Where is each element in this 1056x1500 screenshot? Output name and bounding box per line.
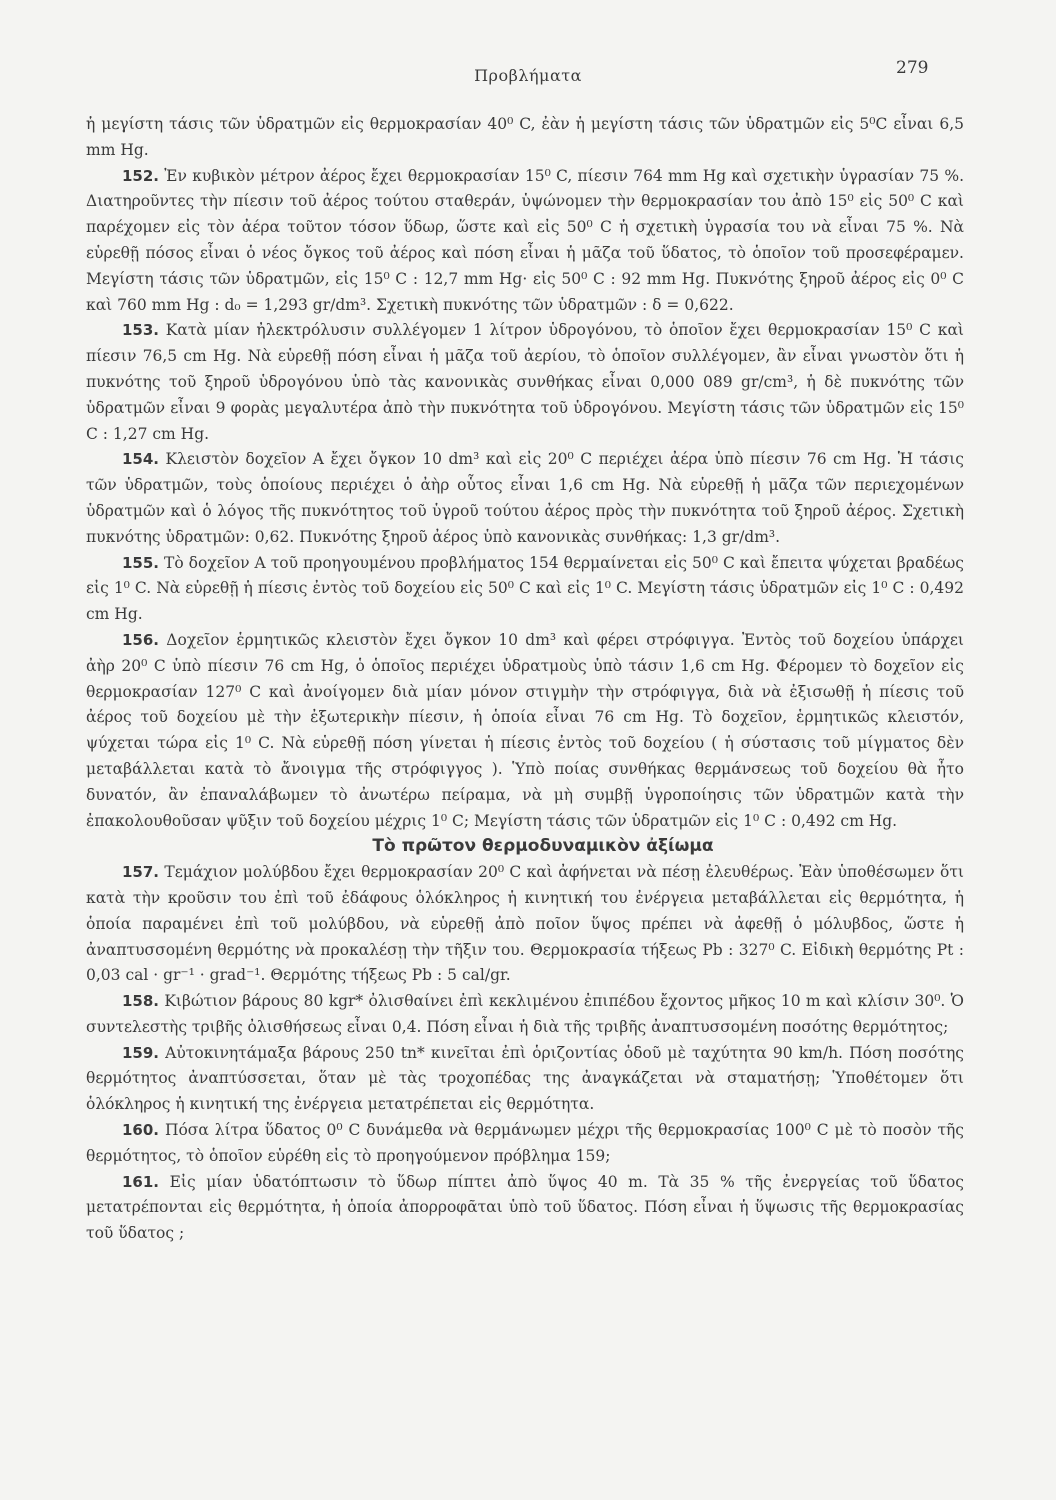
section-title: Τὸ πρῶτον θερμοδυναμικὸν ἀξίωμα — [372, 836, 714, 857]
problem-151-tail: ἡ μεγίστη τάσις τῶν ὑδρατμῶν εἰς θερμοκρασίαν 40⁰ C, ἐὰν ἡ μεγίστη τάσις τῶν ὑδρατμῶν εἰς 5⁰C εἶναι 6,5 mm Hg. — [86, 115, 964, 159]
page-body — [86, 112, 964, 1247]
problem-text: Κατὰ μίαν ἠλεκτρόλυσιν συλλέγομεν 1 λίτρον ὑδρογόνου, τὸ ὁποῖον ἔχει θερμοκρασίαν 15⁰ C καὶ πίεσιν 76,5 cm Hg. Νὰ εὑρεθῇ πόση εἶναι ἡ μᾶζα τοῦ ἀερίου, τὸ ὁποῖον συλλέγομεν, ἂν εἶναι γνωστὸν ὅτι ἡ πυκνότης τοῦ ξηροῦ ὑδρογόνου ὑπὸ τὰς κανονικὰς συνθήκας εἶναι 0,000 089 gr/cm³, ἡ δὲ πυκνότης τῶν ὑδρατμῶν εἶναι 9 φορὰς μεγαλυτέρα ἀπὸ τὴν πυκνότητα τοῦ ὑδρογόνου. Μεγίστη τάσις τῶν ὑδρατμῶν εἰς 15⁰ C : 1,27 cm Hg. — [86, 321, 964, 443]
page-number: 279 — [896, 58, 929, 78]
problem-number: 160. — [122, 1121, 160, 1140]
running-head: Προβλήματα — [474, 66, 582, 85]
problem-161 — [86, 1170, 964, 1247]
problem-number: 158. — [122, 992, 160, 1011]
problem-text: Ἐν κυβικὸν μέτρον ἀέρος ἔχει θερμοκρασίαν 15⁰ C, πίεσιν 764 mm Hg καὶ σχετικὴν ὑγρασίαν 75 %. Διατηροῦντες τὴν πίεσιν τοῦ ἀέρος τούτου σταθεράν, ὑψώνομεν τὴν θερμοκρασίαν του ἀπὸ 15⁰ εἰς 50⁰ C καὶ παρέχομεν εἰς τὸν ἀέρα τοῦτον τόσον ὕδωρ, ὥστε καὶ εἰς 50⁰ C ἡ σχετικὴ ὑγρασία του νὰ εἶναι 75 %. Νὰ εὑρεθῇ πόσος εἶναι ὁ νέος ὄγκος τοῦ ἀέρος καὶ πόση εἶναι ἡ μᾶζα τοῦ ὕδατος, τὸ ὁποῖον τοῦ προσεφέραμεν. Μεγίστη τάσις τῶν ὑδρατμῶν, εἰς 15⁰ C : 12,7 mm Hg· εἰς 50⁰ C : 92 mm Hg. Πυκνότης ξηροῦ ἀέρος εἰς 0⁰ C καὶ 760 mm Hg : d₀ = 1,293 gr/dm³. Σχετικὴ πυκνότης τῶν ὑδρατμῶν : δ = 0,622. — [86, 166, 964, 314]
problem-text: Κλειστὸν δοχεῖον Α ἔχει ὄγκον 10 dm³ καὶ εἰς 20⁰ C περιέχει ἀέρα ὑπὸ πίεσιν 76 cm Hg. Ἡ τάσις τῶν ὑδρατμῶν, τοὺς ὁποίους περιέχει ὁ ἀὴρ οὗτος εἶναι 1,6 cm Hg. Νὰ εὑρεθῇ ἡ μᾶζα τῶν περιεχομένων ὑδρατμῶν καὶ ὁ λόγος τῆς πυκνότητος τοῦ ὑγροῦ τούτου ἀέρος πρὸς τὴν πυκνότητα τοῦ ξηροῦ ἀέρος. Σχετικὴ πυκνότης ὑδρατμῶν: 0,62. Πυκνότης ξηροῦ ἀέρος ὑπὸ κανονικὰς συνθήκας: 1,3 gr/dm³. — [86, 450, 964, 546]
problem-159 — [86, 1041, 964, 1118]
problem-number: 155. — [122, 553, 160, 572]
problem-157 — [86, 860, 964, 989]
problem-number: 161. — [122, 1172, 160, 1191]
problem-number: 159. — [122, 1043, 160, 1062]
problem-number: 152. — [122, 166, 160, 185]
problem-number: 154. — [122, 450, 160, 469]
problem-155 — [86, 551, 964, 628]
problem-158 — [86, 989, 964, 1041]
problem-text: Εἰς μίαν ὑδατόπτωσιν τὸ ὕδωρ πίπτει ἀπὸ ὕψος 40 m. Τὰ 35 % τῆς ἐνεργείας τοῦ ὕδατος μετατρέπονται εἰς θερμότητα, ἡ ὁποία ἀπορροφᾶται ὑπὸ τοῦ ὕδατος. Πόση εἶναι ἡ ὕψωσις τῆς θερμοκρασίας τοῦ ὕδατος ; — [86, 1172, 964, 1243]
problem-154 — [86, 447, 964, 550]
problem-text: Αὐτοκινητάμαξα βάρους 250 tn* κινεῖται ἐπὶ ὁριζοντίας ὁδοῦ μὲ ταχύτητα 90 km/h. Πόση ποσότης θερμότητος ἀναπτύσσεται, ὅταν μὲ τὰς τροχοπέδας της ἀναγκάζεται νὰ σταματήσῃ; Ὑποθέτομεν ὅτι ὁλόκληρος ἡ κινητική της ἐνέργεια μετατρέπεται εἰς θερμότητα. — [86, 1043, 964, 1114]
problem-153 — [86, 318, 964, 447]
problem-number: 157. — [122, 863, 160, 882]
problem-text: Τεμάχιον μολύβδου ἔχει θερμοκρασίαν 20⁰ C καὶ ἀφήνεται νὰ πέσῃ ἐλευθέρως. Ἐὰν ὑποθέσωμεν ὅτι κατὰ τὴν κροῦσιν του ἐπὶ τοῦ ἐδάφους ὁλόκληρος ἡ κινητική του ἐνέργεια μεταβάλλεται εἰς θερμότητα, ἡ ὁποία παραμένει ἐπὶ τοῦ μολύβδου, νὰ εὑρεθῇ ἀπὸ ποῖον ὕψος πρέπει νὰ ἀφεθῇ ὁ μόλυβδος, ὥστε ἡ ἀναπτυσσομένη θερμότης νὰ προκαλέσῃ τὴν τῆξιν του. Θερμοκρασία τήξεως Pb : 327⁰ C. Εἰδικὴ θερμότης Pt : 0,03 cal · gr⁻¹ · grad⁻¹. Θερμότης τήξεως Pb : 5 cal/gr. — [86, 863, 964, 985]
problem-text: Δοχεῖον ἑρμητικῶς κλειστὸν ἔχει ὄγκον 10 dm³ καὶ φέρει στρόφιγγα. Ἐντὸς τοῦ δοχείου ὑπάρχει ἀὴρ 20⁰ C ὑπὸ πίεσιν 76 cm Hg, ὁ ὁποῖος περιέχει ὑδρατμοὺς ὑπὸ τάσιν 1,6 cm Hg. Φέρομεν τὸ δοχεῖον εἰς θερμοκρασίαν 127⁰ C καὶ ἀνοίγομεν διὰ μίαν μόνον στιγμὴν τὴν στρόφιγγα, διὰ νὰ ἐξισωθῇ ἡ πίεσις τοῦ ἀέρος τοῦ δοχείου μὲ τὴν ἐξωτερικὴν πίεσιν, ἡ ὁποία εἶναι 76 cm Hg. Τὸ δοχεῖον, ἑρμητικῶς κλειστόν, ψύχεται τώρα εἰς 1⁰ C. Νὰ εὑρεθῇ πόση γίνεται ἡ πίεσις ἐντὸς τοῦ δοχείου ( ἡ σύστασις τοῦ μίγματος δὲν μεταβάλλεται κατὰ τὸ ἄνοιγμα τῆς στρόφιγγος ). Ὑπὸ ποίας συνθήκας θερμάνσεως τοῦ δοχείου θὰ ἦτο δυνατόν, ἂν ἐπαναλάβωμεν τὸ ἀνωτέρω πείραμα, νὰ μὴ συμβῇ ὑγροποίησις τῶν ὑδρατμῶν κατὰ τὴν ἐπακολουθοῦσαν ψῦξιν τοῦ δοχείου μέχρις 1⁰ C; Μεγίστη τάσις τῶν ὑδρατμῶν εἰς 1⁰ C : 0,492 cm Hg. — [86, 630, 964, 830]
problem-156 — [86, 628, 964, 834]
problem-152 — [86, 164, 964, 319]
problem-number: 153. — [122, 321, 160, 340]
problem-text: Πόσα λίτρα ὕδατος 0⁰ C δυνάμεθα νὰ θερμάνωμεν μέχρι τῆς θερμοκρασίας 100⁰ C μὲ τὸ ποσὸν τῆς θερμότητος, τὸ ὁποῖον εὑρέθη εἰς τὸ προηγούμενον πρόβλημα 159; — [86, 1121, 964, 1165]
problem-number: 156. — [122, 630, 160, 649]
problem-text: Κιβώτιον βάρους 80 kgr* ὀλισθαίνει ἐπὶ κεκλιμένου ἐπιπέδου ἔχοντος μῆκος 10 m καὶ κλίσιν 30⁰. Ὁ συντελεστὴς τριβῆς ὀλισθήσεως εἶναι 0,4. Πόση εἶναι ἡ διὰ τῆς τριβῆς ἀναπτυσσομένη ποσότης θερμότητος; — [86, 992, 964, 1036]
problem-text: Τὸ δοχεῖον Α τοῦ προηγουμένου προβλήματος 154 θερμαίνεται εἰς 50⁰ C καὶ ἔπειτα ψύχεται βραδέως εἰς 1⁰ C. Νὰ εὑρεθῇ ἡ πίεσις ἐντὸς τοῦ δοχείου εἰς 50⁰ C καὶ εἰς 1⁰ C. Μεγίστη τάσις ὑδρατμῶν εἰς 1⁰ C : 0,492 cm Hg. — [86, 553, 964, 624]
problem-160 — [86, 1118, 964, 1170]
